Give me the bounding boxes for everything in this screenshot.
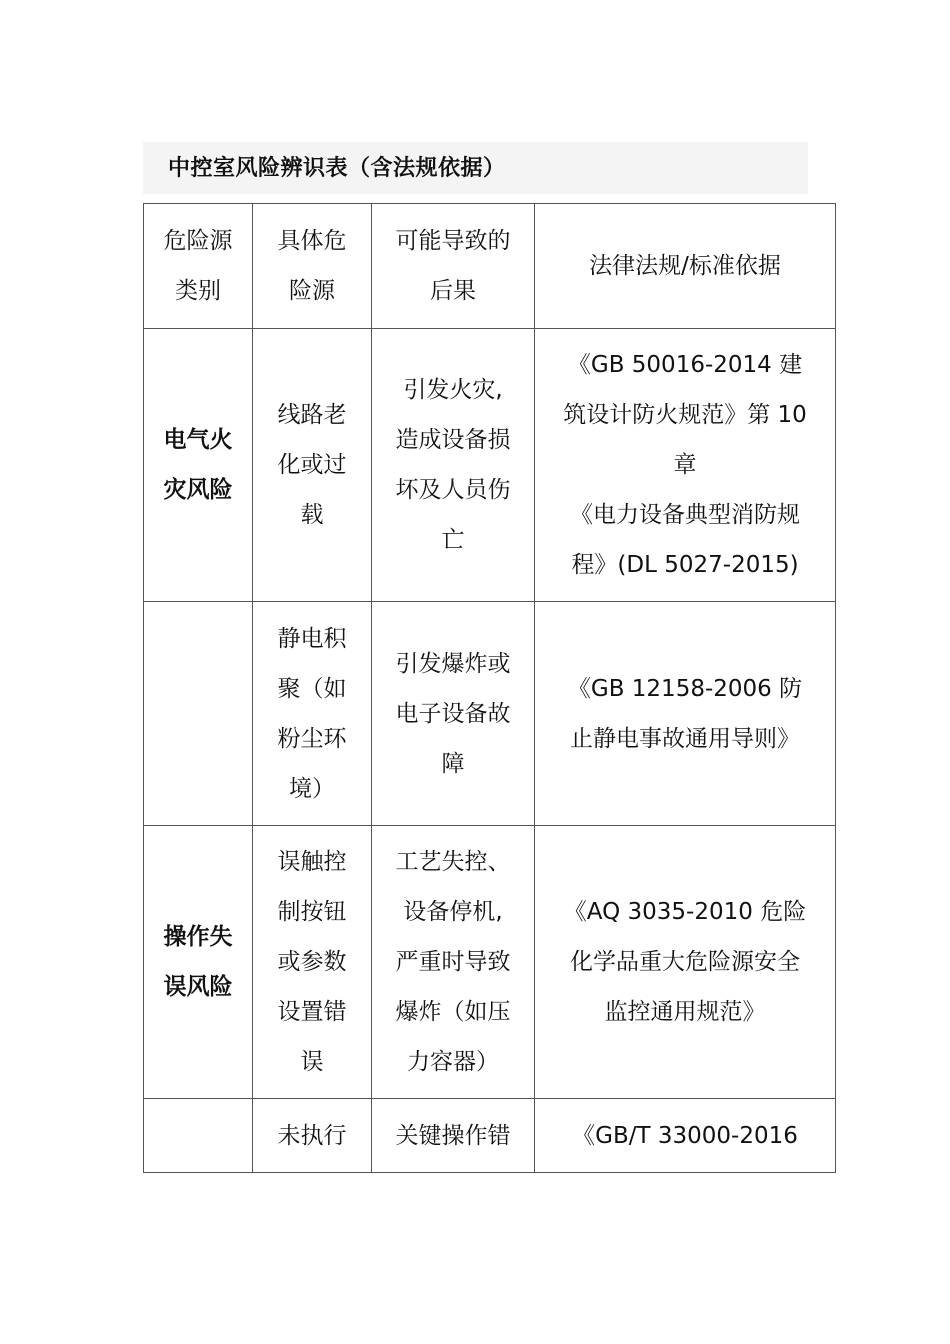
cell-category: 操作失 误风险	[144, 826, 253, 1099]
table-row	[144, 1099, 836, 1173]
header-specific-hazard: 具体危 险源	[253, 204, 372, 329]
cell-consequence: 引发爆炸或 电子设备故 障	[372, 602, 535, 826]
table-row	[144, 329, 836, 602]
cell-hazard: 静电积 聚（如 粉尘环 境）	[253, 602, 372, 826]
cell-consequence: 关键操作错	[372, 1099, 535, 1173]
cell-basis: 《GB 12158-2006 防 止静电事故通用导则》	[535, 602, 836, 826]
cell-hazard: 误触控 制按钮 或参数 设置错 误	[253, 826, 372, 1099]
risk-identification-table	[143, 203, 836, 1173]
cell-basis: 《GB 50016-2014 建 筑设计防火规范》第 10 章 《电力设备典型消防规 程》(DL 5027-2015)	[535, 329, 836, 602]
cell-category: 电气火 灾风险	[144, 329, 253, 602]
table-row	[144, 826, 836, 1099]
cell-basis: 《AQ 3035-2010 危险 化学品重大危险源安全 监控通用规范》	[535, 826, 836, 1099]
cell-basis: 《GB/T 33000-2016	[535, 1099, 836, 1173]
page-title: 中控室风险辨识表（含法规依据）	[168, 156, 506, 181]
header-consequence: 可能导致的 后果	[372, 204, 535, 329]
header-hazard-category: 危险源 类别	[144, 204, 253, 329]
cell-category	[144, 1099, 253, 1173]
table-header-row	[144, 204, 836, 329]
cell-consequence: 引发火灾, 造成设备损 坏及人员伤 亡	[372, 329, 535, 602]
header-legal-basis: 法律法规/标准依据	[535, 204, 836, 329]
cell-category	[144, 602, 253, 826]
table-row	[144, 602, 836, 826]
cell-hazard: 线路老 化或过 载	[253, 329, 372, 602]
cell-consequence: 工艺失控、 设备停机, 严重时导致 爆炸（如压 力容器）	[372, 826, 535, 1099]
cell-hazard: 未执行	[253, 1099, 372, 1173]
